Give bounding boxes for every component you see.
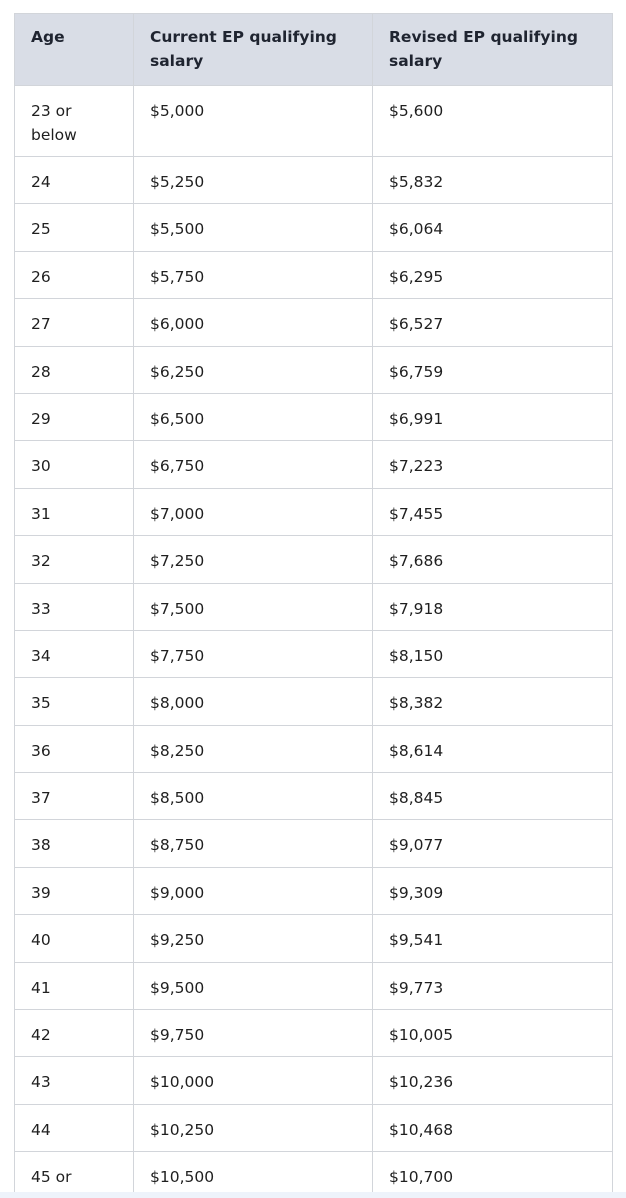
ep-salary-table [14,13,613,1198]
cell-current-salary: $6,500 [134,393,373,440]
cell-revised-salary: $6,064 [373,204,613,251]
cell-revised-salary: $7,455 [373,488,613,535]
table-row [15,867,613,914]
cell-age: 31 [15,488,134,535]
bottom-scroll-strip [0,1192,626,1198]
cell-revised-salary: $7,223 [373,441,613,488]
table-row [15,157,613,204]
table-row [15,773,613,820]
cell-current-salary: $9,250 [134,915,373,962]
cell-current-salary: $7,750 [134,630,373,677]
table-row [15,630,613,677]
table-row [15,299,613,346]
cell-current-salary: $7,000 [134,488,373,535]
cell-revised-salary: $5,832 [373,157,613,204]
table-row [15,251,613,298]
cell-current-salary: $5,500 [134,204,373,251]
cell-current-salary: $6,000 [134,299,373,346]
cell-current-salary: $5,750 [134,251,373,298]
header-age: Age [15,14,134,86]
cell-current-salary: $10,500 [134,1152,373,1198]
cell-age: 43 [15,1057,134,1104]
cell-revised-salary: $6,527 [373,299,613,346]
table-row [15,204,613,251]
cell-age: 37 [15,773,134,820]
cell-current-salary: $8,750 [134,820,373,867]
cell-age: 29 [15,393,134,440]
cell-current-salary: $5,250 [134,157,373,204]
table-row [15,678,613,725]
cell-age: 34 [15,630,134,677]
table-row [15,1057,613,1104]
header-row [15,14,613,86]
cell-revised-salary: $10,468 [373,1104,613,1151]
cell-current-salary: $6,750 [134,441,373,488]
cell-age: 33 [15,583,134,630]
cell-age: 44 [15,1104,134,1151]
cell-age: 35 [15,678,134,725]
table-row [15,725,613,772]
header-revised-salary: Revised EP qualifying salary [373,14,613,86]
header-current-salary: Current EP qualifying salary [134,14,373,86]
cell-current-salary: $7,250 [134,536,373,583]
table-row [15,441,613,488]
cell-revised-salary: $5,600 [373,86,613,157]
cell-current-salary: $7,500 [134,583,373,630]
cell-age: 32 [15,536,134,583]
cell-current-salary: $10,000 [134,1057,373,1104]
table-body [15,86,613,1198]
table-row [15,915,613,962]
cell-age: 27 [15,299,134,346]
cell-current-salary: $5,000 [134,86,373,157]
cell-current-salary: $6,250 [134,346,373,393]
cell-age: 42 [15,1010,134,1057]
cell-age: 45 or [15,1152,134,1198]
cell-revised-salary: $10,005 [373,1010,613,1057]
cell-revised-salary: $9,773 [373,962,613,1009]
cell-age: 38 [15,820,134,867]
cell-revised-salary: $9,541 [373,915,613,962]
cell-revised-salary: $8,845 [373,773,613,820]
cell-current-salary: $8,000 [134,678,373,725]
cell-current-salary: $10,250 [134,1104,373,1151]
cell-revised-salary: $8,382 [373,678,613,725]
table-row [15,1010,613,1057]
table-row [15,536,613,583]
cell-revised-salary: $9,077 [373,820,613,867]
cell-revised-salary: $8,614 [373,725,613,772]
cell-revised-salary: $10,700 [373,1152,613,1198]
cell-revised-salary: $9,309 [373,867,613,914]
cell-revised-salary: $10,236 [373,1057,613,1104]
cell-age: 41 [15,962,134,1009]
cell-age: 24 [15,157,134,204]
salary-table-container [14,13,612,1198]
cell-age: 30 [15,441,134,488]
cell-age: 28 [15,346,134,393]
cell-current-salary: $9,500 [134,962,373,1009]
cell-age: 25 [15,204,134,251]
table-row [15,346,613,393]
cell-age: 23 or below [15,86,134,157]
table-row [15,962,613,1009]
table-row [15,1104,613,1151]
cell-age: 39 [15,867,134,914]
cell-revised-salary: $8,150 [373,630,613,677]
table-header [15,14,613,86]
cell-current-salary: $8,250 [134,725,373,772]
cell-revised-salary: $6,295 [373,251,613,298]
table-row [15,393,613,440]
cell-revised-salary: $6,759 [373,346,613,393]
cell-revised-salary: $6,991 [373,393,613,440]
cell-age: 40 [15,915,134,962]
cell-current-salary: $9,750 [134,1010,373,1057]
cell-revised-salary: $7,686 [373,536,613,583]
table-row [15,86,613,157]
cell-age: 36 [15,725,134,772]
cell-revised-salary: $7,918 [373,583,613,630]
table-row [15,488,613,535]
cell-current-salary: $9,000 [134,867,373,914]
cell-current-salary: $8,500 [134,773,373,820]
table-row [15,583,613,630]
cell-age: 26 [15,251,134,298]
table-row [15,820,613,867]
